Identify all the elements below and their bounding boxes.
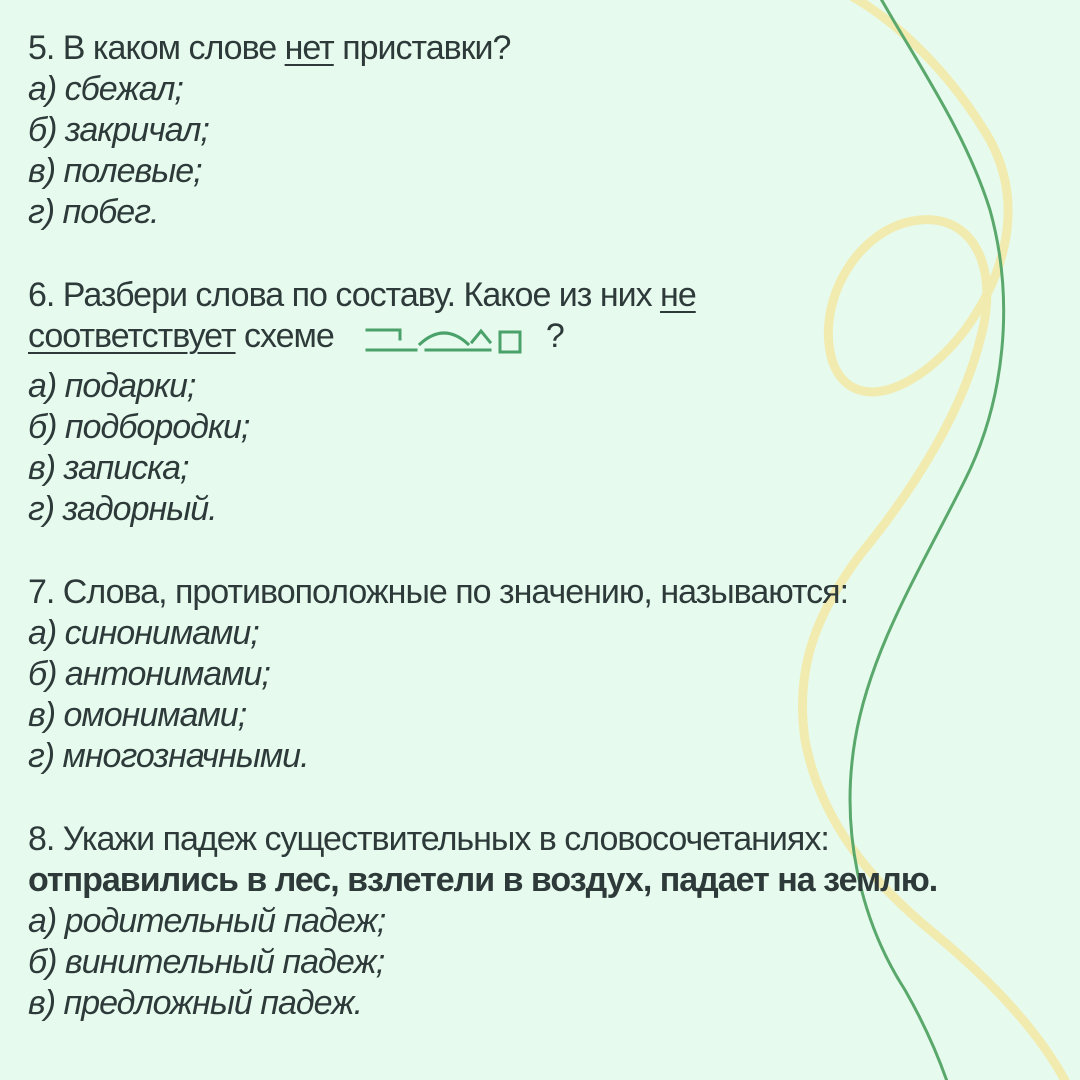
answer-option: в) записка;: [28, 449, 189, 487]
answer-option: а) синонимами;: [28, 614, 259, 652]
answer-option: б) винительный падеж;: [28, 943, 385, 981]
answer-option: г) многозначными.: [28, 737, 309, 775]
question-7-title: 7. Слова, противоположные по значению, называются:: [28, 573, 849, 611]
question-5-title: [28, 28, 1068, 69]
answer-option: г) задорный.: [28, 490, 217, 528]
question-8: [28, 819, 1068, 1024]
question-5-underlined: нет: [284, 29, 334, 67]
question-6-question-mark: ?: [545, 317, 564, 355]
question-6-prefix: 6. Разбери слова по составу. Какое из них: [28, 276, 661, 314]
question-6-underlined-2: соответствует: [28, 317, 236, 355]
answer-option: б) закричал;: [28, 111, 209, 149]
answer-option: а) подарки;: [28, 367, 196, 405]
answer-option: б) подбородки;: [28, 408, 250, 446]
question-6-title: [28, 275, 1068, 366]
answer-option: г) побег.: [28, 193, 159, 231]
question-8-title: 8. Укажи падеж существительных в словосочетаниях:: [28, 820, 829, 858]
question-6-middle: схеме: [235, 317, 334, 355]
question-5: [28, 28, 1068, 233]
answer-option: в) омонимами;: [28, 696, 247, 734]
answer-option: в) полевые;: [28, 152, 202, 190]
question-7: [28, 572, 1068, 777]
question-5-suffix: приставки?: [333, 29, 511, 67]
answer-option: а) сбежал;: [28, 70, 183, 108]
question-6-underlined-1: не: [660, 276, 696, 314]
question-6: [28, 275, 1068, 530]
answer-option: б) антонимами;: [28, 655, 270, 693]
answer-option: в) предложный падеж.: [28, 984, 363, 1022]
question-8-phrases: отправились в лес, взлетели в воздух, падает на землю.: [28, 861, 938, 899]
word-scheme-icon: [364, 320, 524, 366]
question-5-prefix: 5. В каком слове: [28, 29, 285, 67]
quiz-content: [28, 28, 1068, 1066]
answer-option: а) родительный падеж;: [28, 902, 386, 940]
